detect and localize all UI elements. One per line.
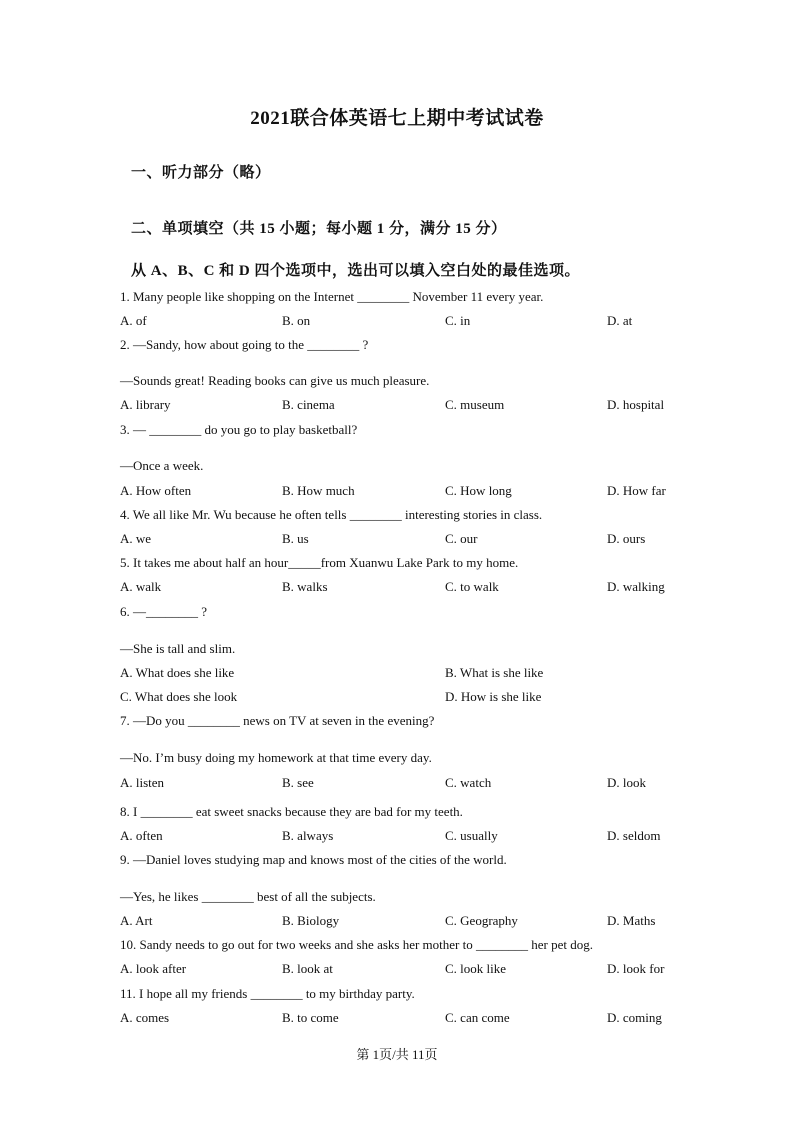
q2-option-c: C. museum [445, 397, 505, 412]
q8-option-d: D. seldom [607, 828, 661, 843]
q3-option-d: D. How far [607, 483, 666, 498]
q3-option-c: C. How long [445, 483, 512, 498]
question-4-stem: 4. We all like Mr. Wu because he often tells ________ interesting stories in class. [120, 507, 543, 522]
q5-option-a: A. walk [120, 579, 162, 594]
question-7-reply: —No. I’m busy doing my homework at that time every day. [120, 750, 432, 765]
page-number-footer: 第 1页/共 11页 [356, 1047, 438, 1062]
q3-option-b: B. How much [282, 483, 355, 498]
question-1-stem: 1. Many people like shopping on the Internet ________ November 11 every year. [120, 289, 544, 304]
q1-option-c: C. in [445, 313, 471, 328]
q5-option-d: D. walking [607, 579, 665, 594]
q11-option-b: B. to come [282, 1010, 339, 1025]
section-single-choice-heading: 二、单项填空（共 15 小题；每小题 1 分，满分 15 分） [131, 221, 507, 237]
q6-option-d: D. How is she like [445, 689, 542, 704]
q10-option-b: B. look at [282, 961, 333, 976]
q1-option-a: A. of [120, 313, 147, 328]
q3-option-a: A. How often [120, 483, 192, 498]
question-2-reply: —Sounds great! Reading books can give us much pleasure. [120, 373, 430, 388]
q8-option-c: C. usually [445, 828, 498, 843]
question-9-reply: —Yes, he likes ________ best of all the subjects. [120, 889, 376, 904]
q9-option-b: B. Biology [282, 913, 340, 928]
q4-option-a: A. we [120, 531, 152, 546]
q10-option-c: C. look like [445, 961, 507, 976]
question-3-reply: —Once a week. [120, 458, 204, 473]
question-8-stem: 8. I ________ eat sweet snacks because they are bad for my teeth. [120, 804, 463, 819]
question-11-stem: 11. I hope all my friends ________ to my birthday party. [120, 986, 415, 1001]
q1-option-d: D. at [607, 313, 633, 328]
question-10-stem: 10. Sandy needs to go out for two weeks and she asks her mother to ________ her pet dog. [120, 937, 593, 952]
q8-option-a: A. often [120, 828, 163, 843]
question-6-reply: —She is tall and slim. [120, 641, 236, 656]
q4-option-b: B. us [282, 531, 309, 546]
q9-option-d: D. Maths [607, 913, 656, 928]
q7-option-d: D. look [607, 775, 646, 790]
section-listening-heading: 一、听力部分（略） [131, 165, 271, 181]
q2-option-d: D. hospital [607, 397, 665, 412]
q4-option-c: C. our [445, 531, 478, 546]
q11-option-d: D. coming [607, 1010, 662, 1025]
question-2-stem: 2. —Sandy, how about going to the ________ ? [120, 337, 369, 352]
q7-option-b: B. see [282, 775, 314, 790]
question-7-stem: 7. —Do you ________ news on TV at seven in the evening? [120, 713, 435, 728]
question-6-stem: 6. —________ ? [120, 604, 208, 619]
q2-option-a: A. library [120, 397, 171, 412]
q5-option-b: B. walks [282, 579, 328, 594]
q6-option-b: B. What is she like [445, 665, 544, 680]
question-9-stem: 9. —Daniel loves studying map and knows most of the cities of the world. [120, 852, 507, 867]
instruction-text: 从 A、B、C 和 D 四个选项中，选出可以填入空白处的最佳选项。 [131, 263, 581, 279]
q9-option-c: C. Geography [445, 913, 518, 928]
q8-option-b: B. always [282, 828, 334, 843]
q5-option-c: C. to walk [445, 579, 499, 594]
q7-option-c: C. watch [445, 775, 492, 790]
q10-option-d: D. look for [607, 961, 665, 976]
q9-option-a: A. Art [120, 913, 153, 928]
q11-option-c: C. can come [445, 1010, 510, 1025]
page-title: 2021联合体英语七上期中考试试卷 [250, 108, 544, 129]
q1-option-b: B. on [282, 313, 311, 328]
q7-option-a: A. listen [120, 775, 165, 790]
q4-option-d: D. ours [607, 531, 646, 546]
question-3-stem: 3. — ________ do you go to play basketball? [120, 422, 358, 437]
q2-option-b: B. cinema [282, 397, 335, 412]
question-5-stem: 5. It takes me about half an hour_____from Xuanwu Lake Park to my home. [120, 555, 519, 570]
q11-option-a: A. comes [120, 1010, 170, 1025]
q10-option-a: A. look after [120, 961, 187, 976]
q6-option-c: C. What does she look [120, 689, 238, 704]
q6-option-a: A. What does she like [120, 665, 235, 680]
